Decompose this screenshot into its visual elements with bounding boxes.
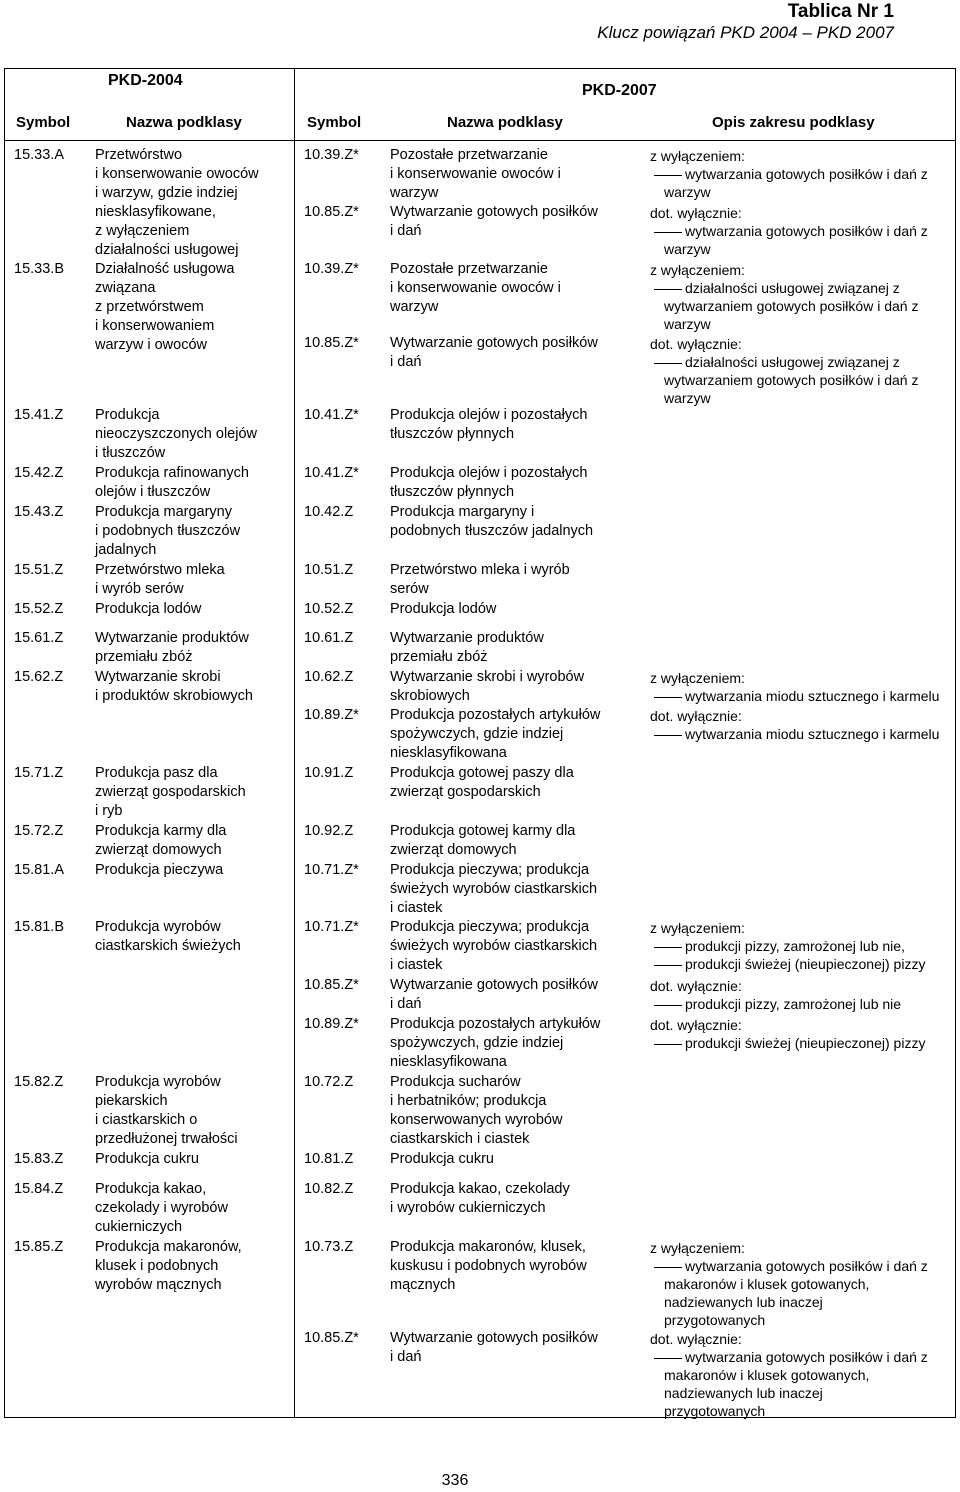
symbol-cell: 10.71.Z* xyxy=(304,919,359,935)
symbol-cell: 10.61.Z xyxy=(304,630,354,646)
name-cell-line: kuskusu i podobnych wyrobów xyxy=(390,1258,587,1274)
name-cell-line: Produkcja makaronów, klusek, xyxy=(390,1239,586,1255)
name-cell-line: Wytwarzanie skrobi i wyrobów xyxy=(390,669,585,685)
symbol-cell: 10.52.Z xyxy=(304,601,354,617)
description-text: warzyw xyxy=(664,390,711,406)
name-cell-line: Produkcja gotowej paszy dla xyxy=(390,765,574,781)
dash-bullet-icon xyxy=(654,232,682,233)
name-cell-line: świeżych wyrobów ciastkarskich xyxy=(390,881,598,897)
description-text: makaronów i klusek gotowanych, xyxy=(664,1276,870,1292)
name-cell-line: i wyrób serów xyxy=(95,581,184,597)
description-line xyxy=(654,165,928,183)
description-text: produkcji pizzy, zamrożonej lub nie xyxy=(685,996,902,1012)
symbol-cell: 10.92.Z xyxy=(304,823,354,839)
name-cell-line: i produktów skrobiowych xyxy=(95,688,253,704)
description-text: wytwarzania gotowych posiłków i dań z xyxy=(685,1349,928,1365)
description-line xyxy=(664,1402,765,1420)
description-line xyxy=(664,371,918,389)
name-cell-line: związana xyxy=(95,280,156,296)
name-cell-line: Wytwarzanie gotowych posiłków xyxy=(390,204,598,220)
name-cell-line: i ciastek xyxy=(390,900,443,916)
description-line xyxy=(664,297,918,315)
name-cell-line: i dań xyxy=(390,223,422,239)
symbol-cell: 15.82.Z xyxy=(14,1074,64,1090)
name-cell-line: Produkcja cukru xyxy=(390,1151,494,1167)
symbol-cell: 15.83.Z xyxy=(14,1151,64,1167)
name-cell-line: działalności usługowej xyxy=(95,242,239,258)
name-cell-line: i warzyw, gdzie indziej xyxy=(95,185,238,201)
name-cell-line: Produkcja cukru xyxy=(95,1151,199,1167)
description-text: wytwarzania miodu sztucznego i karmelu xyxy=(685,726,940,742)
symbol-cell: 10.89.Z* xyxy=(304,1016,359,1032)
name-cell-line: i dań xyxy=(390,354,422,370)
symbol-cell: 10.72.Z xyxy=(304,1074,354,1090)
name-cell-line: Produkcja olejów i pozostałych xyxy=(390,465,588,481)
description-text: wytwarzania gotowych posiłków i dań z xyxy=(685,1258,928,1274)
symbol-cell: 10.41.Z* xyxy=(304,407,359,423)
description-line xyxy=(664,1366,869,1384)
name-cell-line: jadalnych xyxy=(95,542,157,558)
name-cell-line: Produkcja sucharów xyxy=(390,1074,521,1090)
name-cell-line: Produkcja lodów xyxy=(390,601,497,617)
name-cell-line: Przetwórstwo xyxy=(95,147,183,163)
description-heading: z wyłączeniem: xyxy=(650,1240,745,1256)
description-heading: dot. wyłącznie: xyxy=(650,708,742,724)
symbol-cell: 10.51.Z xyxy=(304,562,354,578)
name-cell-line: warzyw xyxy=(390,185,439,201)
group-header-pkd2004: PKD-2004 xyxy=(108,72,183,89)
column-header-symbol-2007: Symbol xyxy=(307,114,362,131)
table-subtitle: Klucz powiązań PKD 2004 – PKD 2007 xyxy=(597,23,894,42)
description-heading: z wyłączeniem: xyxy=(650,920,745,936)
name-cell-line: tłuszczów płynnych xyxy=(390,484,515,500)
name-cell-line: i dań xyxy=(390,1349,422,1365)
name-cell-line: Produkcja pieczywa; produkcja xyxy=(390,919,590,935)
name-cell-line: Produkcja olejów i pozostałych xyxy=(390,407,588,423)
description-text: wytwarzania gotowych posiłków i dań z xyxy=(685,223,928,239)
description-line xyxy=(654,1348,928,1366)
name-cell-line: Wytwarzanie gotowych posiłków xyxy=(390,977,598,993)
name-cell-line: Produkcja pieczywa xyxy=(95,862,224,878)
symbol-cell: 10.85.Z* xyxy=(304,204,359,220)
name-cell-line: niesklasyfikowane, xyxy=(95,204,216,220)
description-heading: dot. wyłącznie: xyxy=(650,1017,742,1033)
symbol-cell: 10.85.Z* xyxy=(304,1330,359,1346)
group-header-pkd2007: PKD-2007 xyxy=(582,82,657,99)
name-cell-line: przemiału zbóż xyxy=(390,649,488,665)
name-cell-line: klusek i podobnych xyxy=(95,1258,219,1274)
symbol-cell: 15.72.Z xyxy=(14,823,64,839)
name-cell-line: Produkcja xyxy=(95,407,160,423)
name-cell-line: Pozostałe przetwarzanie xyxy=(390,147,548,163)
description-line xyxy=(654,937,905,955)
description-line xyxy=(654,725,939,743)
dash-bullet-icon xyxy=(654,1267,682,1268)
dash-bullet-icon xyxy=(654,1358,682,1359)
name-cell-line: Produkcja makaronów, xyxy=(95,1239,242,1255)
symbol-cell: 10.81.Z xyxy=(304,1151,354,1167)
description-heading: z wyłączeniem: xyxy=(650,670,745,686)
name-cell-line: Produkcja gotowej karmy dla xyxy=(390,823,576,839)
name-cell-line: spożywczych, gdzie indziej xyxy=(390,726,564,742)
dash-bullet-icon xyxy=(654,1005,682,1006)
name-cell-line: konserwowanych wyrobów xyxy=(390,1112,563,1128)
name-cell-line: Produkcja lodów xyxy=(95,601,202,617)
description-text: produkcji świeżej (nieupieczonej) pizzy xyxy=(685,1035,926,1051)
symbol-cell: 10.73.Z xyxy=(304,1239,354,1255)
name-cell-line: i ryb xyxy=(95,803,123,819)
name-cell-line: mącznych xyxy=(390,1277,456,1293)
symbol-cell: 15.62.Z xyxy=(14,669,64,685)
dash-bullet-icon xyxy=(654,735,682,736)
description-text: warzyw xyxy=(664,241,711,257)
name-cell-line: świeżych wyrobów ciastkarskich xyxy=(390,938,598,954)
name-cell-line: i wyrobów cukierniczych xyxy=(390,1200,546,1216)
symbol-cell: 10.42.Z xyxy=(304,504,354,520)
name-cell-line: ciastkarskich i ciastek xyxy=(390,1131,530,1147)
dash-bullet-icon xyxy=(654,697,682,698)
column-divider xyxy=(294,68,295,1418)
description-line xyxy=(664,315,711,333)
name-cell-line: tłuszczów płynnych xyxy=(390,426,515,442)
dash-bullet-icon xyxy=(654,175,682,176)
name-cell-line: i ciastek xyxy=(390,957,443,973)
name-cell-line: cukierniczych xyxy=(95,1219,183,1235)
description-text: wytwarzaniem gotowych posiłków i dań z xyxy=(664,372,919,388)
description-text: warzyw xyxy=(664,316,711,332)
name-cell-line: Działalność usługowa xyxy=(95,261,235,277)
name-cell-line: zwierząt domowych xyxy=(390,842,517,858)
name-cell-line: i ciastkarskich o xyxy=(95,1112,198,1128)
description-heading: dot. wyłącznie: xyxy=(650,978,742,994)
symbol-cell: 10.82.Z xyxy=(304,1181,354,1197)
name-cell-line: Produkcja margaryny i xyxy=(390,504,535,520)
description-line xyxy=(654,353,900,371)
description-line xyxy=(664,389,711,407)
column-header-name-2004: Nazwa podklasy xyxy=(126,114,242,131)
description-text: działalności usługowej związanej z xyxy=(685,354,900,370)
name-cell-line: Wytwarzanie produktów xyxy=(390,630,544,646)
description-text: działalności usługowej związanej z xyxy=(685,280,900,296)
name-cell-line: z przetwórstwem xyxy=(95,299,204,315)
description-line xyxy=(654,279,900,297)
name-cell-line: i konserwowaniem xyxy=(95,318,215,334)
name-cell-line: olejów i tłuszczów xyxy=(95,484,211,500)
name-cell-line: nieoczyszczonych olejów xyxy=(95,426,257,442)
description-line xyxy=(654,1034,925,1052)
symbol-cell: 15.52.Z xyxy=(14,601,64,617)
name-cell-line: Przetwórstwo mleka xyxy=(95,562,225,578)
name-cell-line: spożywczych, gdzie indziej xyxy=(390,1035,564,1051)
column-header-name-2007: Nazwa podklasy xyxy=(447,114,563,131)
name-cell-line: Produkcja margaryny xyxy=(95,504,232,520)
name-cell-line: Produkcja pozostałych artykułów xyxy=(390,1016,601,1032)
description-text: przygotowanych xyxy=(664,1312,766,1328)
description-text: produkcji świeżej (nieupieczonej) pizzy xyxy=(685,956,926,972)
description-text: warzyw xyxy=(664,184,711,200)
name-cell-line: z wyłączeniem xyxy=(95,223,190,239)
description-text: nadziewanych lub inaczej xyxy=(664,1294,823,1310)
symbol-cell: 10.39.Z* xyxy=(304,261,359,277)
description-line xyxy=(664,183,711,201)
description-text: wytwarzania miodu sztucznego i karmelu xyxy=(685,688,940,704)
symbol-cell: 15.81.B xyxy=(14,919,64,935)
description-line xyxy=(664,1293,823,1311)
symbol-cell: 10.91.Z xyxy=(304,765,354,781)
symbol-cell: 15.61.Z xyxy=(14,630,64,646)
name-cell-line: Produkcja pozostałych artykułów xyxy=(390,707,601,723)
description-line xyxy=(654,687,939,705)
name-cell-line: Produkcja kakao, xyxy=(95,1181,207,1197)
description-text: produkcji pizzy, zamrożonej lub nie, xyxy=(685,938,905,954)
name-cell-line: Wytwarzanie skrobi xyxy=(95,669,221,685)
symbol-cell: 15.41.Z xyxy=(14,407,64,423)
description-line xyxy=(664,240,711,258)
name-cell-line: niesklasyfikowana xyxy=(390,1054,507,1070)
description-heading: dot. wyłącznie: xyxy=(650,336,742,352)
name-cell-line: ciastkarskich świeżych xyxy=(95,938,241,954)
symbol-cell: 10.85.Z* xyxy=(304,977,359,993)
description-text: wytwarzania gotowych posiłków i dań z xyxy=(685,166,928,182)
description-line xyxy=(654,222,928,240)
symbol-cell: 15.85.Z xyxy=(14,1239,64,1255)
description-line xyxy=(664,1275,869,1293)
name-cell-line: Produkcja pieczywa; produkcja xyxy=(390,862,590,878)
name-cell-line: podobnych tłuszczów jadalnych xyxy=(390,523,594,539)
name-cell-line: Wytwarzanie gotowych posiłków xyxy=(390,335,598,351)
column-header-symbol-2004: Symbol xyxy=(16,114,71,131)
name-cell-line: zwierząt gospodarskich xyxy=(95,784,246,800)
name-cell-line: serów xyxy=(390,581,429,597)
symbol-cell: 15.43.Z xyxy=(14,504,64,520)
name-cell-line: i konserwowanie owoców i xyxy=(390,166,561,182)
description-line xyxy=(654,995,901,1013)
symbol-cell: 15.71.Z xyxy=(14,765,64,781)
description-text: przygotowanych xyxy=(664,1403,766,1419)
name-cell-line: piekarskich xyxy=(95,1093,168,1109)
name-cell-line: Wytwarzanie produktów xyxy=(95,630,249,646)
name-cell-line: Produkcja wyrobów xyxy=(95,1074,221,1090)
name-cell-line: i tłuszczów xyxy=(95,445,166,461)
name-cell-line: Produkcja kakao, czekolady xyxy=(390,1181,570,1197)
dash-bullet-icon xyxy=(654,289,682,290)
dash-bullet-icon xyxy=(654,1044,682,1045)
description-line xyxy=(654,1257,928,1275)
symbol-cell: 15.33.A xyxy=(14,147,64,163)
name-cell-line: skrobiowych xyxy=(390,688,470,704)
name-cell-line: przedłużonej trwałości xyxy=(95,1131,238,1147)
name-cell-line: czekolady i wyrobów xyxy=(95,1200,228,1216)
description-line xyxy=(664,1311,765,1329)
name-cell-line: warzyw i owoców xyxy=(95,337,207,353)
page-number: 336 xyxy=(441,1472,469,1489)
dash-bullet-icon xyxy=(654,363,682,364)
symbol-cell: 10.41.Z* xyxy=(304,465,359,481)
name-cell-line: Pozostałe przetwarzanie xyxy=(390,261,548,277)
name-cell-line: i konserwowanie owoców i xyxy=(390,280,561,296)
table-number: Tablica Nr 1 xyxy=(787,1,894,22)
name-cell-line: zwierząt domowych xyxy=(95,842,222,858)
description-heading: z wyłączeniem: xyxy=(650,262,745,278)
symbol-cell: 10.85.Z* xyxy=(304,335,359,351)
name-cell-line: warzyw xyxy=(390,299,439,315)
name-cell-line: zwierząt gospodarskich xyxy=(390,784,541,800)
name-cell-line: i podobnych tłuszczów xyxy=(95,523,241,539)
name-cell-line: Produkcja karmy dla xyxy=(95,823,227,839)
name-cell-line: Produkcja wyrobów xyxy=(95,919,221,935)
name-cell-line: wyrobów mącznych xyxy=(95,1277,222,1293)
name-cell-line: Wytwarzanie gotowych posiłków xyxy=(390,1330,598,1346)
description-heading: z wyłączeniem: xyxy=(650,148,745,164)
symbol-cell: 10.62.Z xyxy=(304,669,354,685)
name-cell-line: i konserwowanie owoców xyxy=(95,166,259,182)
symbol-cell: 10.71.Z* xyxy=(304,862,359,878)
description-line xyxy=(664,1384,823,1402)
symbol-cell: 15.33.B xyxy=(14,261,64,277)
name-cell-line: Produkcja pasz dla xyxy=(95,765,218,781)
name-cell-line: i herbatników; produkcja xyxy=(390,1093,547,1109)
description-heading: dot. wyłącznie: xyxy=(650,205,742,221)
description-text: wytwarzaniem gotowych posiłków i dań z xyxy=(664,298,919,314)
name-cell-line: i dań xyxy=(390,996,422,1012)
symbol-cell: 15.42.Z xyxy=(14,465,64,481)
name-cell-line: niesklasyfikowana xyxy=(390,745,507,761)
symbol-cell: 15.84.Z xyxy=(14,1181,64,1197)
description-heading: dot. wyłącznie: xyxy=(650,1331,742,1347)
symbol-cell: 15.51.Z xyxy=(14,562,64,578)
symbol-cell: 10.39.Z* xyxy=(304,147,359,163)
description-line xyxy=(654,955,925,973)
description-text: makaronów i klusek gotowanych, xyxy=(664,1367,870,1383)
description-text: nadziewanych lub inaczej xyxy=(664,1385,823,1401)
column-header-description: Opis zakresu podklasy xyxy=(712,114,875,131)
name-cell-line: Przetwórstwo mleka i wyrób xyxy=(390,562,570,578)
symbol-cell: 15.81.A xyxy=(14,862,64,878)
name-cell-line: przemiału zbóż xyxy=(95,649,193,665)
symbol-cell: 10.89.Z* xyxy=(304,707,359,723)
dash-bullet-icon xyxy=(654,965,682,966)
header-divider xyxy=(4,140,956,141)
name-cell-line: Produkcja rafinowanych xyxy=(95,465,249,481)
dash-bullet-icon xyxy=(654,947,682,948)
